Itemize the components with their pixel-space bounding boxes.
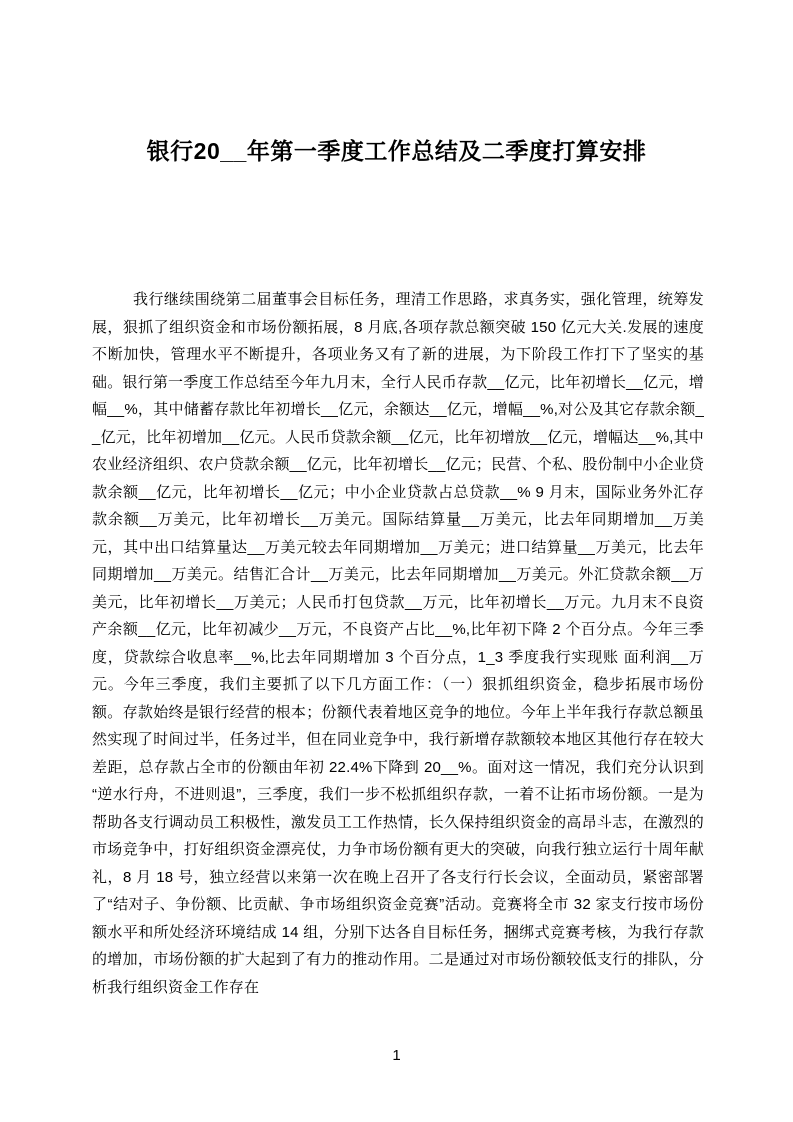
document-body-paragraph: 我行继续围绕第二届董事会目标任务，理清工作思路，求真务实，强化管理，统筹发展，狠抓了组织资金和市场份额拓展，8 月底,各项存款总额突破 150 亿元大关.发展的速度不断加快，管理水平不断提升，各项业务又有了新的进展，为下阶段工作打下了坚实的基础。银行第一季度工作总结至今年九月末，全行人民币存款__亿元，比年初增长__亿元，增幅__%，其中储蓄存款比年初增长__亿元，余额达__亿元，增幅__%,对公及其它存款余额__亿元，比年初增加__亿元。人民币贷款余额__亿元，比年初增放__亿元，增幅达__%,其中农业经济组织、农户贷款余额__亿元，比年初增长__亿元；民营、个私、股份制中小企业贷款余额__亿元，比年初增长__亿元；中小企业贷款占总贷款__% 9 月末，国际业务外汇存款余额__万美元，比年初增长__万美元。国际结算量__万美元，比去年同期增加__万美元，其中出口结算量达__万美元较去年同期增加__万美元；进口结算量__万美元，比去年同期增加__万美元。结售汇合计__万美元，比去年同期增加__万美元。外汇贷款余额__万美元，比年初增长__万美元；人民币打包贷款__万元，比年初增长__万元。九月末不良资产余额__亿元，比年初减少__万元，不良资产占比__%,比年初下降 2 个百分点。今年三季度，贷款综合收息率__%,比去年同期增加 3 个百分点，1_3 季度我行实现账 面利润__万元。今年三季度，我们主要抓了以下几方面工作：（一）狠抓组织资金，稳步拓展市场份额。存款始终是银行经营的根本；份额代表着地区竞争的地位。今年上半年我行存款总额虽然实现了时间过半，任务过半，但在同业竞争中，我行新增存款额较本地区其他行存在较大差距，总存款占全市的份额由年初 22.4%下降到 20__%。面对这一情况，我们充分认识到“逆水行舟，不进则退”，三季度，我们一步不松抓组织存款，一着不让拓市场份额。一是为帮助各支行调动员工积极性，激发员工工作热情，长久保持组织资金的高昂斗志，在激烈的市场竞争中，打好组织资金漂亮仗，力争市场份额有更大的突破，向我行独立运行十周年献礼，8 月 18 号，独立经营以来第一次在晚上召开了各支行行长会议，全面动员，紧密部署了“结对子、争份额、比贡献、争市场组织资金竞赛”活动。竞赛将全市 32 家支行按市场份额水平和所处经济环境结成 14 组，分别下达各自目标任务，捆绑式竞赛考核，为我行存款的增加，市场份额的扩大起到了有力的推动作用。二是通过对市场份额较低支行的排队，分析我行组织资金工作存在 xyxy=(92,291,704,996)
document-title: 银行20__年第一季度工作总结及二季度打算安排 xyxy=(146,138,647,164)
page-number: 1 xyxy=(392,1047,401,1064)
